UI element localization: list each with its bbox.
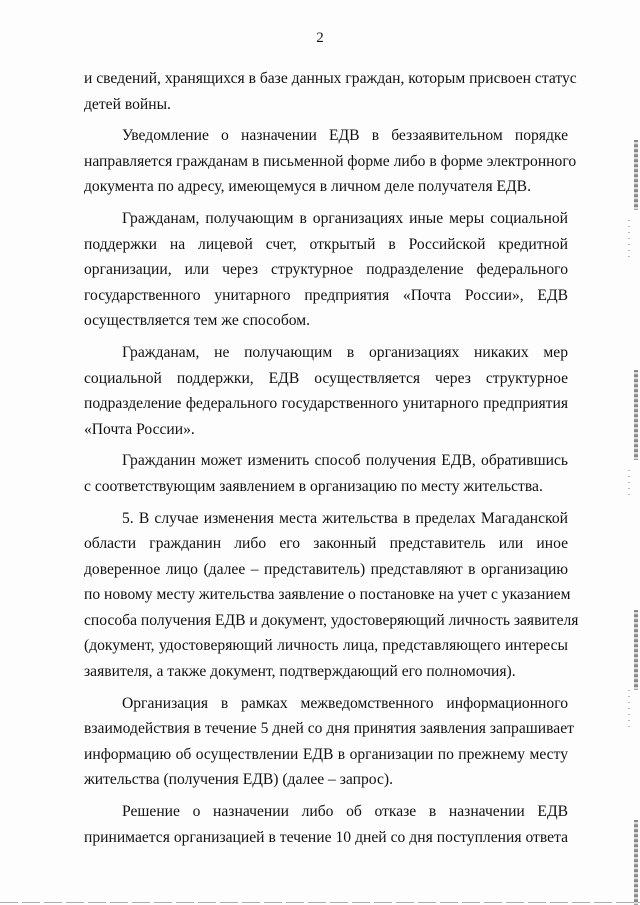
text-line: документа по адресу, имеющемуся в личном деле получателя ЕДВ. <box>84 178 531 196</box>
text-line: жительства (получения ЕДВ) (далее – запрос). <box>84 771 393 789</box>
text-line: государственного унитарного предприятия «Почта России», ЕДВ <box>84 286 568 304</box>
text-line: направляется гражданам в письменной форме либо в форме электронного <box>84 152 577 170</box>
text-line: по новому месту жительства заявление о постановке на учет с указанием <box>84 586 571 604</box>
text-line: социальной поддержки, ЕДВ осуществляется через структурное <box>84 369 568 387</box>
paragraph-interagency-request <box>84 691 574 793</box>
text-line: с соответствующим заявлением в организацию по месту жительства. <box>84 477 543 495</box>
text-line: заявителя, а также документ, подтверждающий его полномочия). <box>84 663 516 681</box>
text-line: Гражданин может изменить способ получения ЕДВ, обратившись <box>122 452 568 470</box>
text-line: информацию об осуществлении ЕДВ в организации по прежнему месту <box>84 745 568 763</box>
paragraph-change-method <box>84 448 568 499</box>
text-line: Гражданам, получающим в организациях иные меры социальной <box>122 209 568 227</box>
text-line: Гражданам, не получающим в организациях никаких мер <box>122 343 568 361</box>
scan-artifact <box>634 820 638 905</box>
scan-artifact <box>628 220 630 260</box>
text-line: Организация в рамках межведомственного информационного <box>122 694 568 712</box>
scan-artifact <box>634 140 638 210</box>
text-line: Уведомление о назначении ЕДВ в беззаявительном порядке <box>122 127 568 145</box>
text-line: организации, или через структурное подразделение федерального <box>84 261 568 279</box>
text-line: взаимодействия в течение 5 дней со дня принятия заявления запрашивает <box>84 720 574 738</box>
text-line: подразделение федерального государственного унитарного предприятия <box>84 395 568 413</box>
text-line: поддержки на лицевой счет, открытый в Российской кредитной <box>84 235 568 253</box>
text-line: области гражданин либо его законный представитель или иное <box>84 535 568 553</box>
paragraph-continuation <box>84 66 577 117</box>
paragraph-decision <box>84 799 568 850</box>
text-line: 5. В случае изменения места жительства в пределах Магаданской <box>122 509 568 527</box>
text-line: и сведений, хранящихся в базе данных граждан, которым присвоен статус <box>84 70 577 87</box>
scan-artifact <box>628 690 630 730</box>
text-line: принимается организацией в течение 10 дней со дня поступления ответа <box>84 828 568 846</box>
document-body <box>84 66 579 850</box>
text-line: способа получения ЕДВ и документ, удостоверяющий личность заявителя <box>84 611 579 629</box>
paragraph-recipients-with-support <box>84 206 568 334</box>
scan-artifact <box>628 470 630 500</box>
text-line: «Почта России». <box>84 420 195 438</box>
text-line: детей войны. <box>84 95 171 113</box>
text-line: (документ, удостоверяющий личность лица, представляющего интересы <box>84 637 568 655</box>
text-line: Решение о назначении либо об отказе в назначении ЕДВ <box>122 803 568 821</box>
text-line: доверенное лицо (далее – представитель) представляют в организацию <box>84 560 568 578</box>
paragraph-notification <box>84 123 577 200</box>
paragraph-recipients-without-support <box>84 340 568 442</box>
scan-artifact <box>0 902 640 903</box>
scan-artifact <box>634 370 638 460</box>
paragraph-item-5 <box>84 506 579 685</box>
scan-artifact <box>634 610 638 690</box>
text-line: осуществляется тем же способом. <box>84 312 311 330</box>
page-number: 2 <box>316 30 324 46</box>
